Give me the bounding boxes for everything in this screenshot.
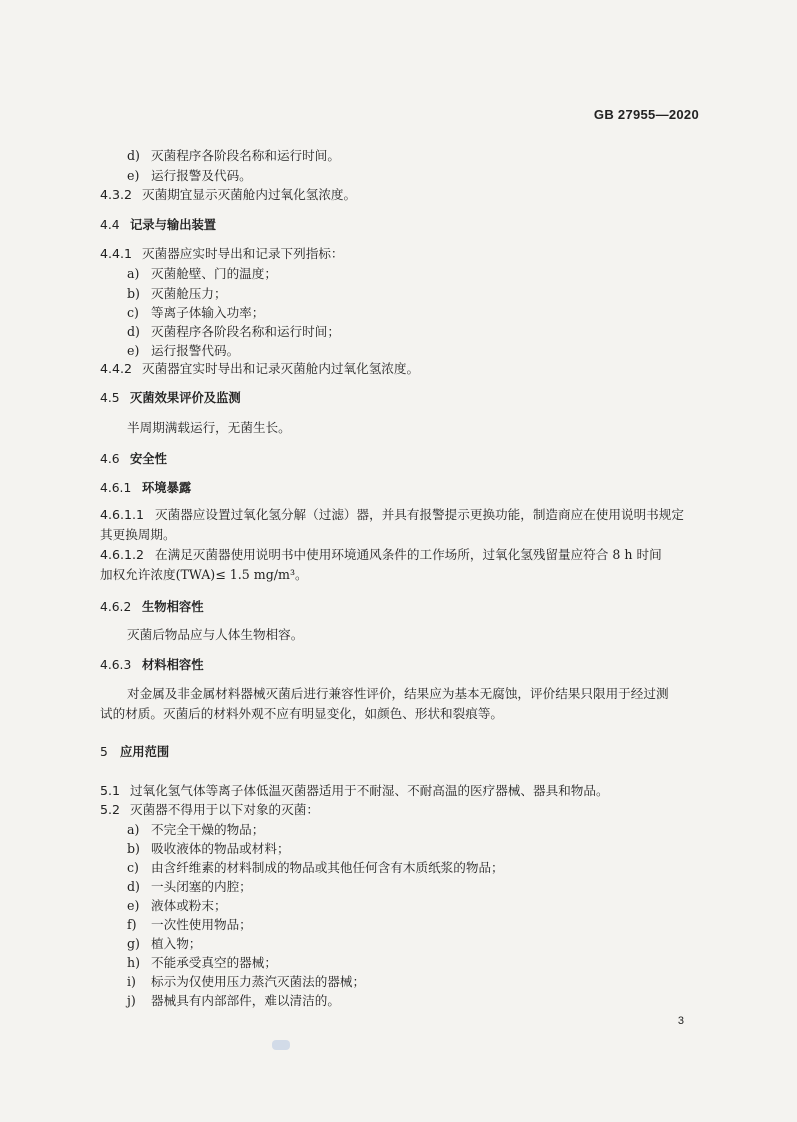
list-text: 液体或粉末；: [151, 898, 227, 913]
section-number: 4.5: [100, 391, 120, 405]
list-marker: a): [127, 822, 140, 837]
list-marker: b): [127, 841, 140, 856]
list-item: [127, 341, 239, 361]
section-4-6-1-heading: [100, 478, 191, 498]
list-text: 等离子体输入功率；: [151, 305, 265, 320]
clause-number: 4.4.1: [100, 246, 133, 261]
list-item: [127, 915, 252, 935]
clause-4-3-2: [100, 185, 356, 205]
list-item: [127, 166, 252, 186]
clause-text: 灭菌期宜显示灭菌舱内过氧化氢浓度。: [142, 187, 357, 202]
clause-4-4-1: [100, 244, 344, 264]
clause-text: 在满足灭菌器使用说明书中使用环境通风条件的工作场所，过氧化氢残留量应符合 8 h 时间: [155, 547, 662, 562]
list-text: 一次性使用物品；: [151, 917, 252, 932]
section-title: 材料相容性: [142, 658, 204, 672]
clause-text: 灭菌器宜实时导出和记录灭菌舱内过氧化氢浓度。: [142, 361, 420, 376]
list-marker: e): [127, 343, 140, 358]
list-marker: f): [127, 917, 137, 932]
list-marker: i): [127, 974, 136, 989]
scan-mark: [272, 1040, 290, 1050]
clause-number: 4.6.1.1: [100, 507, 145, 522]
list-item: [127, 284, 227, 304]
section-4-5-heading: [100, 388, 241, 408]
section-number: 5: [100, 745, 108, 759]
clause-4-6-1-1-line-2: 其更换周期。: [100, 527, 176, 542]
list-text: 不能承受真空的器械；: [151, 955, 277, 970]
list-text: 灭菌程序各阶段名称和运行时间。: [151, 148, 340, 163]
paragraph-line: 对金属及非金属材料器械灭菌后进行兼容性评价，结果应为基本无腐蚀，评价结果只限用于经过测: [127, 686, 669, 701]
section-number: 4.6: [100, 452, 120, 466]
list-marker: c): [127, 860, 139, 875]
list-text: 运行报警及代码。: [151, 168, 252, 183]
section-4-4-heading: [100, 215, 216, 235]
section-title: 安全性: [130, 452, 167, 466]
clause-number: 4.4.2: [100, 361, 133, 376]
clause-4-6-1-2-line-2: 加权允许浓度(TWA)≤ 1.5 mg/m³。: [100, 567, 308, 582]
clause-text: 过氧化氢气体等离子体低温灭菌器适用于不耐湿、不耐高温的医疗器械、器具和物品。: [130, 783, 609, 798]
section-4-6-3-heading: [100, 655, 204, 675]
list-text: 吸收液体的物品或材料；: [151, 841, 290, 856]
list-item: [127, 991, 340, 1011]
list-item: [127, 858, 504, 878]
section-number: 4.4: [100, 218, 120, 232]
section-title: 灭菌效果评价及监测: [130, 391, 241, 405]
section-number: 4.6.3: [100, 658, 132, 672]
paragraph: 半周期满载运行，无菌生长。: [127, 420, 291, 435]
list-item: [127, 839, 290, 859]
list-marker: b): [127, 286, 140, 301]
list-marker: h): [127, 955, 141, 970]
list-text: 不完全干燥的物品；: [151, 822, 265, 837]
list-text: 标示为仅使用压力蒸汽灭菌法的器械；: [151, 974, 366, 989]
list-text: 灭菌舱壁、门的温度；: [151, 266, 277, 281]
list-item: [127, 877, 252, 897]
list-text: 由含纤维素的材料制成的物品或其他任何含有木质纸浆的物品；: [151, 860, 504, 875]
section-title: 生物相容性: [142, 600, 204, 614]
clause-number: 4.6.1.2: [100, 547, 145, 562]
list-item: [127, 972, 365, 992]
section-4-6-2-heading: [100, 597, 204, 617]
section-5-heading: [100, 742, 169, 762]
section-title: 应用范围: [120, 745, 170, 759]
list-marker: c): [127, 305, 139, 320]
list-item: [127, 322, 340, 342]
list-item: [127, 934, 201, 954]
clause-text: 灭菌器不得用于以下对象的灭菌：: [130, 802, 319, 817]
list-text: 植入物；: [151, 936, 202, 951]
section-4-6-heading: [100, 449, 167, 469]
list-marker: e): [127, 168, 140, 183]
list-marker: d): [127, 879, 140, 894]
section-title: 记录与输出装置: [130, 218, 217, 232]
page-number: 3: [677, 1015, 684, 1027]
list-item: [127, 146, 340, 166]
standard-number: GB 27955—2020: [593, 107, 699, 122]
clause-text: 灭菌器应实时导出和记录下列指标：: [142, 246, 344, 261]
list-marker: j): [127, 993, 136, 1008]
list-marker: d): [127, 148, 140, 163]
list-marker: g): [127, 936, 140, 951]
section-number: 4.6.2: [100, 600, 132, 614]
list-item: [127, 303, 264, 323]
list-marker: d): [127, 324, 140, 339]
section-number: 4.6.1: [100, 481, 132, 495]
clause-4-6-1-1-line-1: [100, 505, 684, 525]
clause-5-2: [100, 800, 319, 820]
clause-number: 5.2: [100, 802, 121, 817]
list-text: 灭菌舱压力；: [151, 286, 227, 301]
clause-5-1: [100, 781, 609, 801]
list-item: [127, 953, 277, 973]
clause-number: 5.1: [100, 783, 121, 798]
list-item: [127, 820, 264, 840]
list-item: [127, 896, 227, 916]
list-marker: e): [127, 898, 140, 913]
clause-4-6-1-2-line-1: [100, 545, 662, 565]
clause-text: 灭菌器应设置过氧化氢分解（过滤）器，并具有报警提示更换功能，制造商应在使用说明书规定: [155, 507, 684, 522]
paragraph-line: 试的材质。灭菌后的材料外观不应有明显变化，如颜色、形状和裂痕等。: [100, 706, 503, 721]
clause-4-4-2: [100, 359, 419, 379]
list-text: 运行报警代码。: [151, 343, 240, 358]
list-text: 器械具有内部部件，难以清洁的。: [151, 993, 340, 1008]
list-text: 灭菌程序各阶段名称和运行时间；: [151, 324, 340, 339]
clause-number: 4.3.2: [100, 187, 133, 202]
list-marker: a): [127, 266, 140, 281]
section-title: 环境暴露: [142, 481, 192, 495]
list-text: 一头闭塞的内腔；: [151, 879, 252, 894]
list-item: [127, 264, 277, 284]
paragraph: 灭菌后物品应与人体生物相容。: [127, 627, 304, 642]
